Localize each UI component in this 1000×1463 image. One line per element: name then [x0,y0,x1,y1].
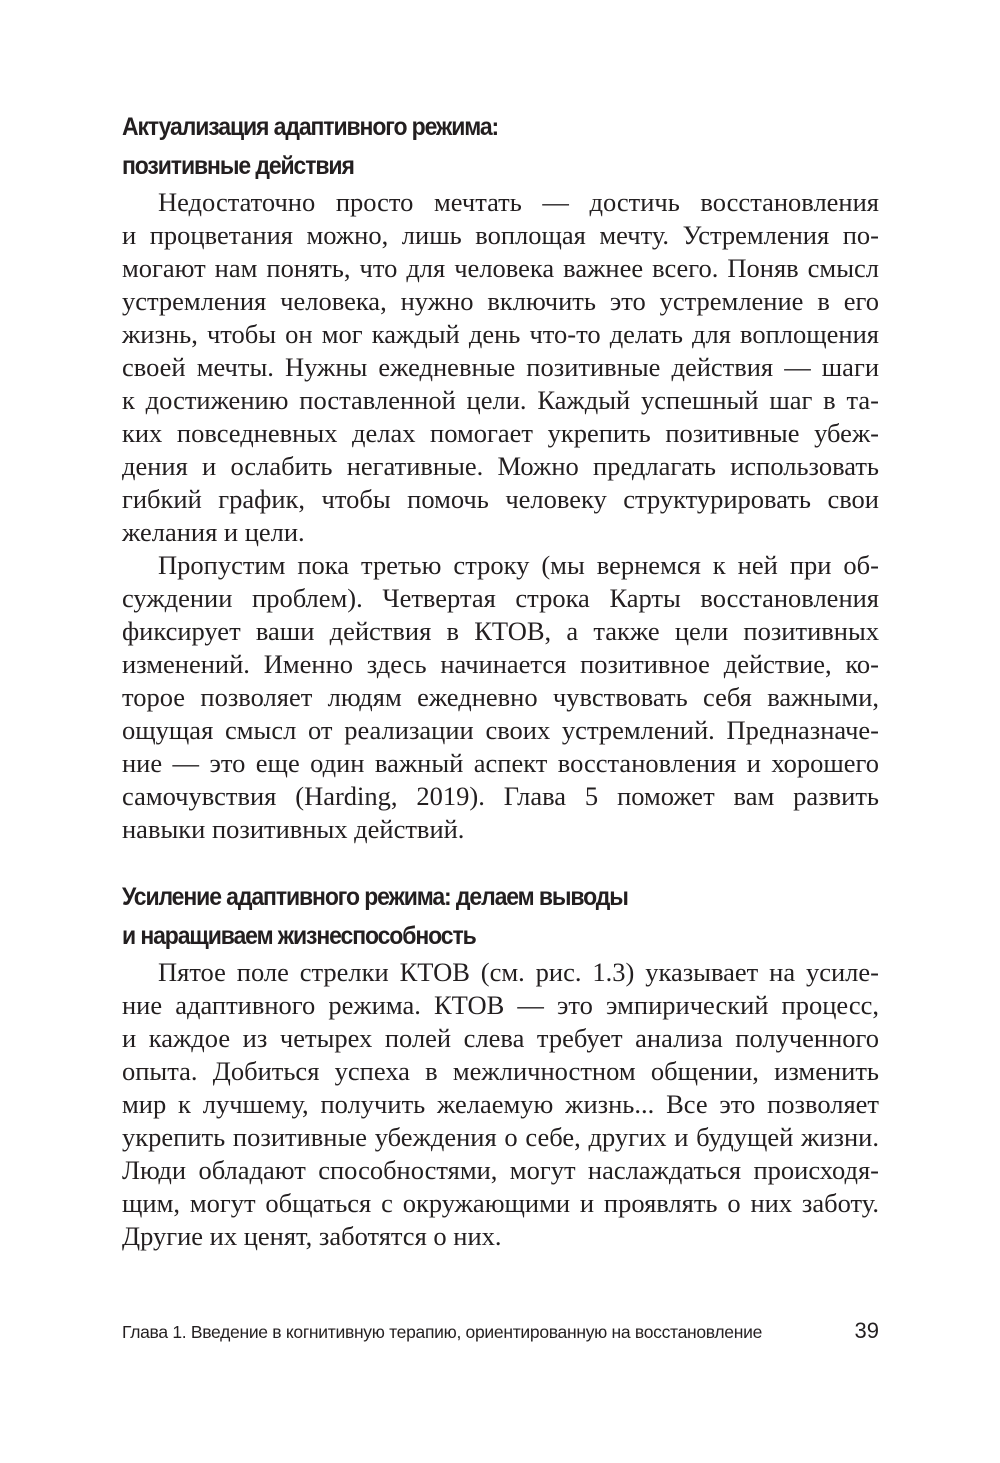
text-line: фиксирует ваши действия в КТОВ, а также цели позитивных [122,616,879,646]
text-line: мир к лучшему, получить желаемую жизнь... Все это позволяет [122,1089,879,1119]
page-body [122,108,879,1253]
text-line: Недостаточно просто мечтать — достичь восстановления [158,187,879,217]
heading-line: Актуализация адаптивного режима: [122,113,499,141]
text-line: и процветания можно, лишь воплощая мечту. Устремления по- [122,220,879,250]
text-line: Пятое поле стрелки КТОВ (см. рис. 1.3) указывает на усиле- [158,957,879,987]
text-line: навыки позитивных действий. [122,814,465,844]
section-strengthening-mode [122,878,879,1253]
text-line: суждении проблем). Четвертая строка Карты восстановления [122,583,879,613]
running-title: Глава 1. Введение в когнитивную терапию, ориентированную на восстановление [122,1322,763,1342]
text-line: дения и ослабить негативные. Можно предлагать использовать [122,451,879,481]
text-line: к достижению поставленной цели. Каждый успешный шаг в та- [122,385,879,415]
paragraph [122,549,879,846]
text-line: Другие их ценят, заботятся о них. [122,1221,502,1251]
text-line: опыта. Добиться успеха в межличностном общении, изменить [122,1056,879,1086]
section-positive-actions [122,108,879,846]
text-line: укрепить позитивные убеждения о себе, других и будущей жизни. [122,1122,879,1152]
text-line: и каждое из четырех полей слева требует анализа полученного [122,1023,879,1053]
text-line: гибкий график, чтобы помочь человеку структурировать свои [122,484,879,514]
text-line: торое позволяет людям ежедневно чувствовать себя важными, [122,682,879,712]
text-line: желания и цели. [122,517,305,547]
text-line: ощущая смысл от реализации своих устремлений. Предназначе- [122,715,879,745]
text-line: устремления человека, нужно включить это устремление в его [122,286,879,316]
text-line: Люди обладают способностями, могут наслаждаться происходя- [122,1155,879,1185]
paragraph [122,186,879,549]
text-line: Пропустим пока третью строку (мы вернемся к ней при об- [158,550,879,580]
section-heading [122,878,876,956]
heading-line: и наращиваем жизнеспособность [122,922,476,950]
text-line: изменений. Именно здесь начинается позитивное действие, ко- [122,649,879,679]
text-line: щим, могут общаться с окружающими и проявлять о них заботу. [122,1188,879,1218]
page-number: 39 [854,1318,879,1343]
text-line: своей мечты. Нужны ежедневные позитивные действия — шаги [122,352,879,382]
page-footer [122,1318,879,1344]
text-line: ние — это еще один важный аспект восстановления и хорошего [122,748,879,778]
section-heading [122,108,876,186]
text-line: самочувствия (Harding, 2019). Глава 5 поможет вам развить [122,781,879,811]
heading-line: Усиление адаптивного режима: делаем выводы [122,883,628,911]
heading-line: позитивные действия [122,152,354,180]
text-line: ние адаптивного режима. КТОВ — это эмпирический процесс, [122,990,879,1020]
text-line: жизнь, чтобы он мог каждый день что-то делать для воплощения [122,319,879,349]
paragraph [122,956,879,1253]
text-line: могают нам понять, что для человека важнее всего. Поняв смысл [122,253,879,283]
text-line: ких повседневных делах помогает укрепить позитивные убеж- [122,418,879,448]
